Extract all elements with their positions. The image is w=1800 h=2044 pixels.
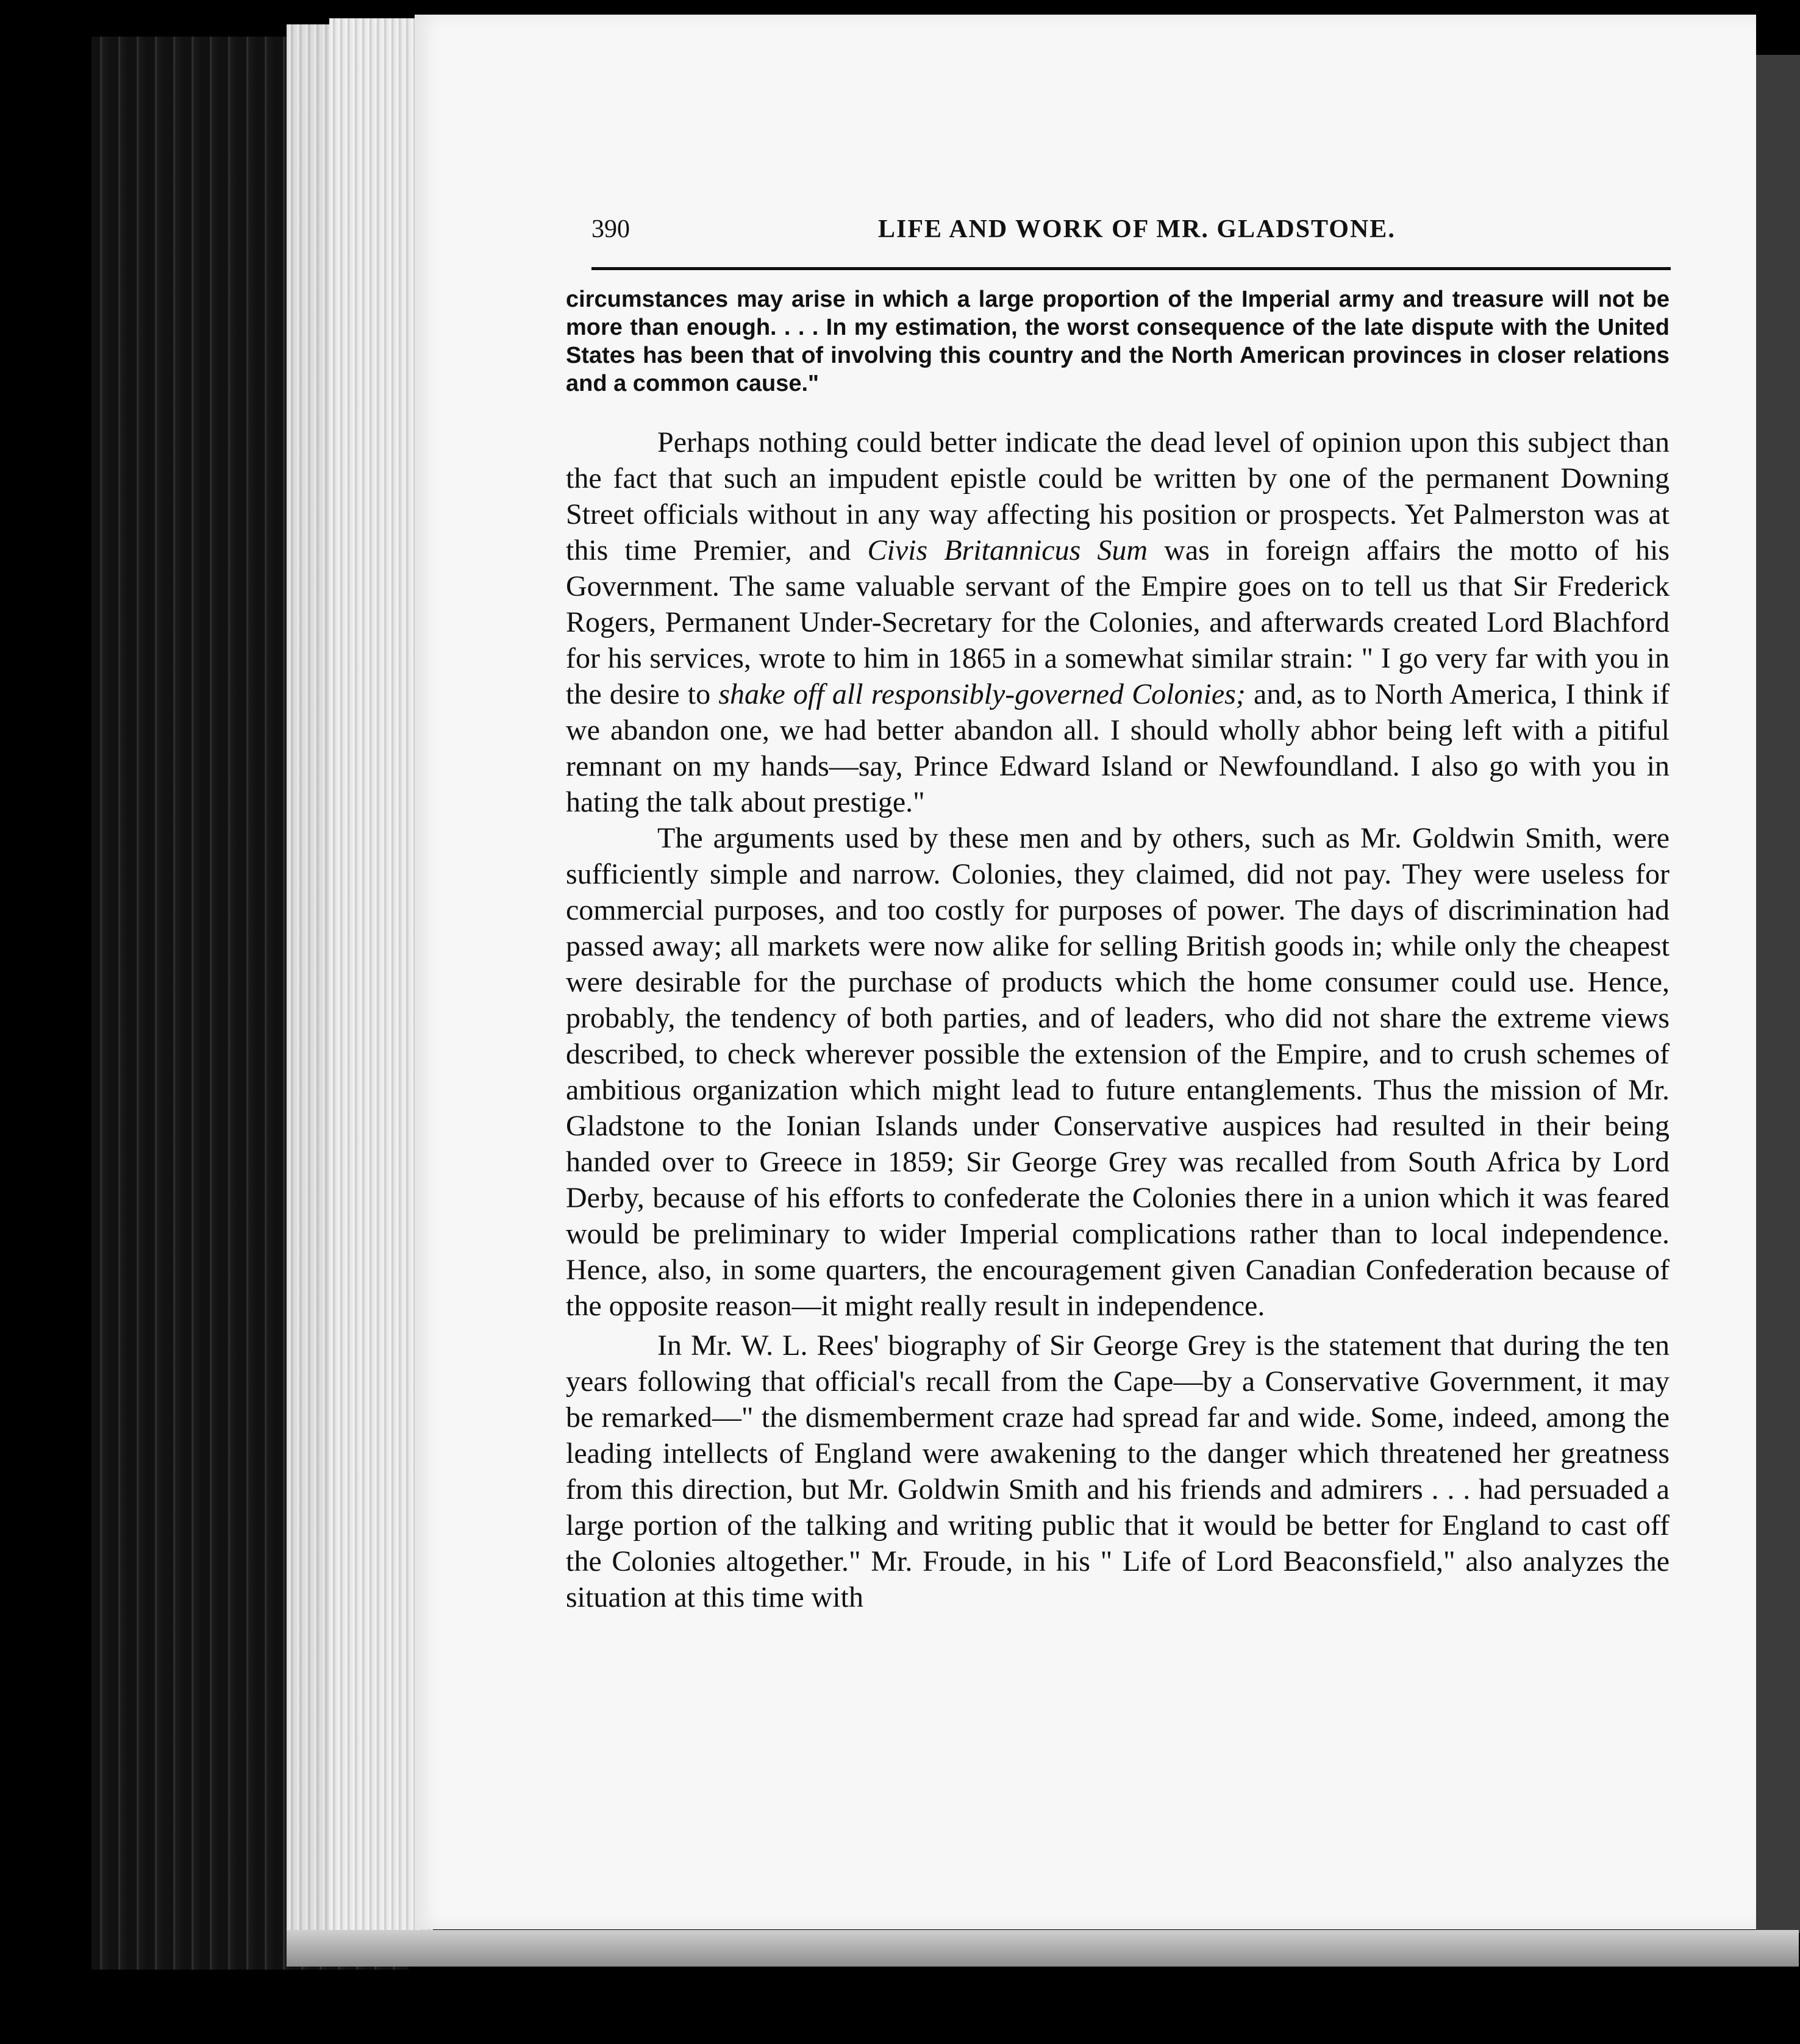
page-number: 390 bbox=[591, 215, 630, 243]
paragraph-1-italic-a: Civis Britannicus Sum bbox=[867, 534, 1148, 566]
paragraph-2: The arguments used by these men and by others, such as Mr. Goldwin Smith, were sufficiently simple and narrow. Colonies, they claimed, did not pay. They were useless for commercial purposes, and too costly for purposes of power. The days of discrimination had passed away; all markets were now alike for selling British goods in; while only the cheapest were desirable for the purchase of products which the home consumer could use. Hence, probably, the tendency of both parties, and of leaders, who did not share the extreme views described, to check wherever possible the extension of the Empire, and to crush schemes of ambitious organization which might lead to future entanglements. Thus the mission of Mr. Gladstone to the Ionian Islands under Conservative auspices had resulted in their being handed over to Greece in 1859; Sir George Grey was recalled from South Africa by Lord Derby, because of his efforts to confederate the Colonies there in a union which it was feared would be preliminary to wider Imperial complications rather than to local independence. Hence, also, in some quarters, the encouragement given Canadian Confederation because of the opposite reason—it might really result in independence. bbox=[566, 822, 1670, 1322]
page-header bbox=[591, 215, 1671, 251]
paragraph-1-text-c: and, as to North America, I think if we abandon one, we had better abandon all. I should wholly abhor being left with a pitiful remnant on my hands—say, Prince Edward Island or Newfoundland. I also go with you in hating the talk about prestige." bbox=[566, 678, 1670, 818]
paragraph-1-text-a: Perhaps nothing could better indicate the dead level of opinion upon this subject than the fact that such an impudent epistle could be written by one of the permanent Downing Street officials without in any way affecting his position or prospects. Yet Palmerston was at this time Premier, and bbox=[566, 426, 1670, 566]
paragraph-1 bbox=[566, 424, 1670, 820]
paragraph-1-italic-b: shake off all responsibly-governed Colonies; bbox=[718, 678, 1246, 710]
book-bottom-edge bbox=[287, 1930, 1799, 1967]
block-quote: circumstances may arise in which a large proportion of the Imperial army and treasure will not be more than enough. . . . In my estimation, the worst consequence of the late dispute with the United States has been that of involving this country and the North American provinces in closer relations and a common cause." bbox=[566, 287, 1670, 396]
running-title: LIFE AND WORK OF MR. GLADSTONE. bbox=[878, 215, 1396, 243]
book-cover-edge bbox=[1756, 55, 1800, 1933]
page-body bbox=[566, 285, 1670, 1615]
paragraph-3: In Mr. W. L. Rees' biography of Sir George Grey is the statement that during the ten years following that official's recall from the Cape—by a Conservative Government, it may be remarked—" the dismemberment craze had spread far and wide. Some, indeed, among the leading intellects of England were awakening to the danger which threatened her greatness from this direction, but Mr. Goldwin Smith and his friends and admirers . . . had persuaded a large portion of the talking and writing public that it would be better for England to cast off the Colonies altogether." Mr. Froude, in his " Life of Lord Beaconsfield," also analyzes the situation at this time with bbox=[566, 1329, 1670, 1613]
paragraph-1-text-b: was in foreign affairs the motto of his Government. The same valuable servant of the Empire goes on to tell us that Sir Frederick Rogers, Permanent Under-Secretary for the Colonies, and afterwards created Lord Blachford for his services, wrote to him in 1865 in a somewhat similar strain: " I go very far with you in the desire to bbox=[566, 534, 1670, 710]
page-inner-stack bbox=[329, 18, 421, 1939]
header-rule bbox=[591, 267, 1671, 270]
